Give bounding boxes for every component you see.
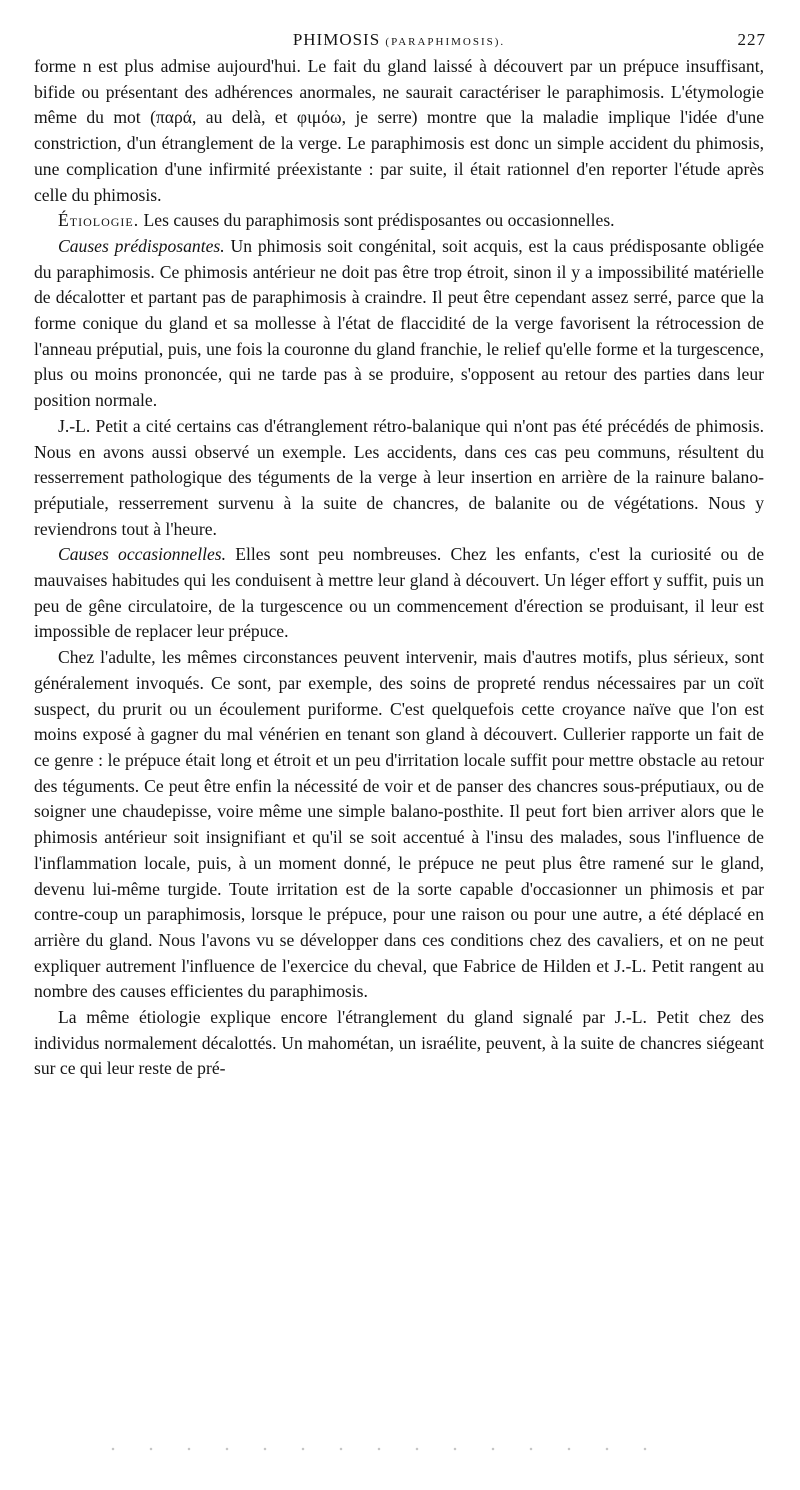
paragraph-causes-occasionnelles-text: Elles sont peu nombreuses. Chez les enfants, c'est la curiosité ou de mauvaises habitudes qui les conduisent à mettre leur gland à découvert. Un léger effort y suffit, puis un peu de gêne circulatoire, de la turgescence ou un commencement d'érection se produisant, il leur est impossible de replacer leur prépuce. (34, 544, 765, 642)
paragraph-adulte: Chez l'adulte, les mêmes circonstances peuvent intervenir, mais d'autres motifs, plus sérieux, sont généralement invoqués. Ce sont, par exemple, des soins de propreté rendus nécessaires par un coït suspect, du prurit ou un écoulement puriforme. C'est quelquefois cette croyance naïve que l'on est moins exposé à gagner du mal vénérien en tenant son gland à découvert. Cullerier rapporte un fait de ce genre : le prépuce était long et étroit et un peu d'irritation locale suffit pour mettre obstacle au retour des téguments. Ce peut être enfin la nécessité de voir et de panser des chancres sous-préputiaux, ou de soigner une chaudepisse, voire même une simple balano-posthite. Il peut fort bien arriver alors que le phimosis antérieur soit insignifiant et qu'il se soit accentué à l'insu des malades, sous l'influence de l'inflammation locale, puis, à un moment donné, le prépuce ne peut plus être ramené sur le gland, devenu lui-même turgide. Toute irritation est de la sorte capable d'occasionner un phimosis et par contre-coup un paraphimosis, lorsque le prépuce, pour une raison ou pour une autre, a été déplacé en arrière du gland. Nous l'avons vu se développer dans ces conditions chez des cavaliers, et on ne peut expliquer autrement l'influence de l'exercice du cheval, que Fabrice de Hilden et J.-L. Petit rangent au nombre des causes efficientes du paraphimosis. (34, 647, 764, 1002)
paragraph-petit: J.-L. Petit a cité certains cas d'étranglement rétro-balanique qui n'ont pas été précédés de phimosis. Nous en avons aussi observé un exemple. Les accidents, dans ces cas peu communs, résultent du resserrement pathologique des téguments de la verge à leur insertion en arrière de la rainure balano-préputiale, resserrement survenu à la suite de chancres, de balanite ou de végétations. Nous y reviendrons tout à l'heure. (34, 415, 764, 539)
paragraph-etiologie (34, 208, 764, 234)
page-body (34, 54, 764, 1082)
paragraph-intro: forme n est plus admise aujourd'hui. Le fait du gland laissé à découvert par un prépuce insuffisant, bifide ou présentant des adhérences anormales, ne saurait caractériser le paraphimosis. L'étymologie même du mot (παρά, au delà, et φιμόω, je serre) montre que la maladie implique l'idée d'une constriction, d'un étranglement de la verge. Le paraphimosis est donc un simple accident du phimosis, une complication d'une infirmité préexistante : par suite, il était rationnel d'en reporter l'étude après celle du phimosis. (34, 56, 764, 205)
running-title-main: PHIMOSIS (292, 30, 381, 49)
running-title-sub: (PARAPHIMOSIS). (385, 36, 506, 48)
paragraph-etiologie-text: Les causes du paraphimosis sont prédisposantes ou occasionnelles. (139, 210, 615, 231)
paragraph-causes-occasionnelles (34, 542, 764, 645)
book-page (34, 30, 764, 1082)
page-header (34, 30, 764, 54)
section-heading-causes-occasionnelles: Causes occasionnelles. (58, 544, 227, 565)
running-title (34, 30, 764, 50)
section-heading-etiologie: Étiologie. (58, 210, 140, 231)
page-number: 227 (737, 30, 766, 49)
paragraph-causes-predisposantes-text: Un phimosis soit congénital, soit acquis, est la caus prédisposante obligée du paraphimosis. Ce phimosis antérieur ne doit pas être trop étroit, sinon il y a impossibilité matérielle de décalotter et partant pas de paraphimosis à craindre. Il peut être cependant assez serré, parce que la forme conique du gland et sa mollesse à l'état de flaccidité de la verge favorisent la rétrocession de l'anneau préputial, puis, une fois la couronne du gland franchie, le relief qu'elle forme et la turgescence, plus ou moins prononcée, qui ne tarde pas à se produire, s'opposent au retour des parties dans leur position normale. (34, 235, 764, 411)
section-heading-causes-predisposantes: Causes prédisposantes. (58, 235, 225, 256)
paragraph-causes-predisposantes (34, 234, 764, 414)
paragraph-etiologie-gland: La même étiologie explique encore l'étranglement du gland signalé par J.-L. Petit chez des individus normalement décalottés. Un mahométan, un israélite, peuvent, à la suite de chancres siégeant sur ce qui leur reste de pré- (34, 1007, 764, 1079)
page-footer-marks (94, 1447, 654, 1451)
